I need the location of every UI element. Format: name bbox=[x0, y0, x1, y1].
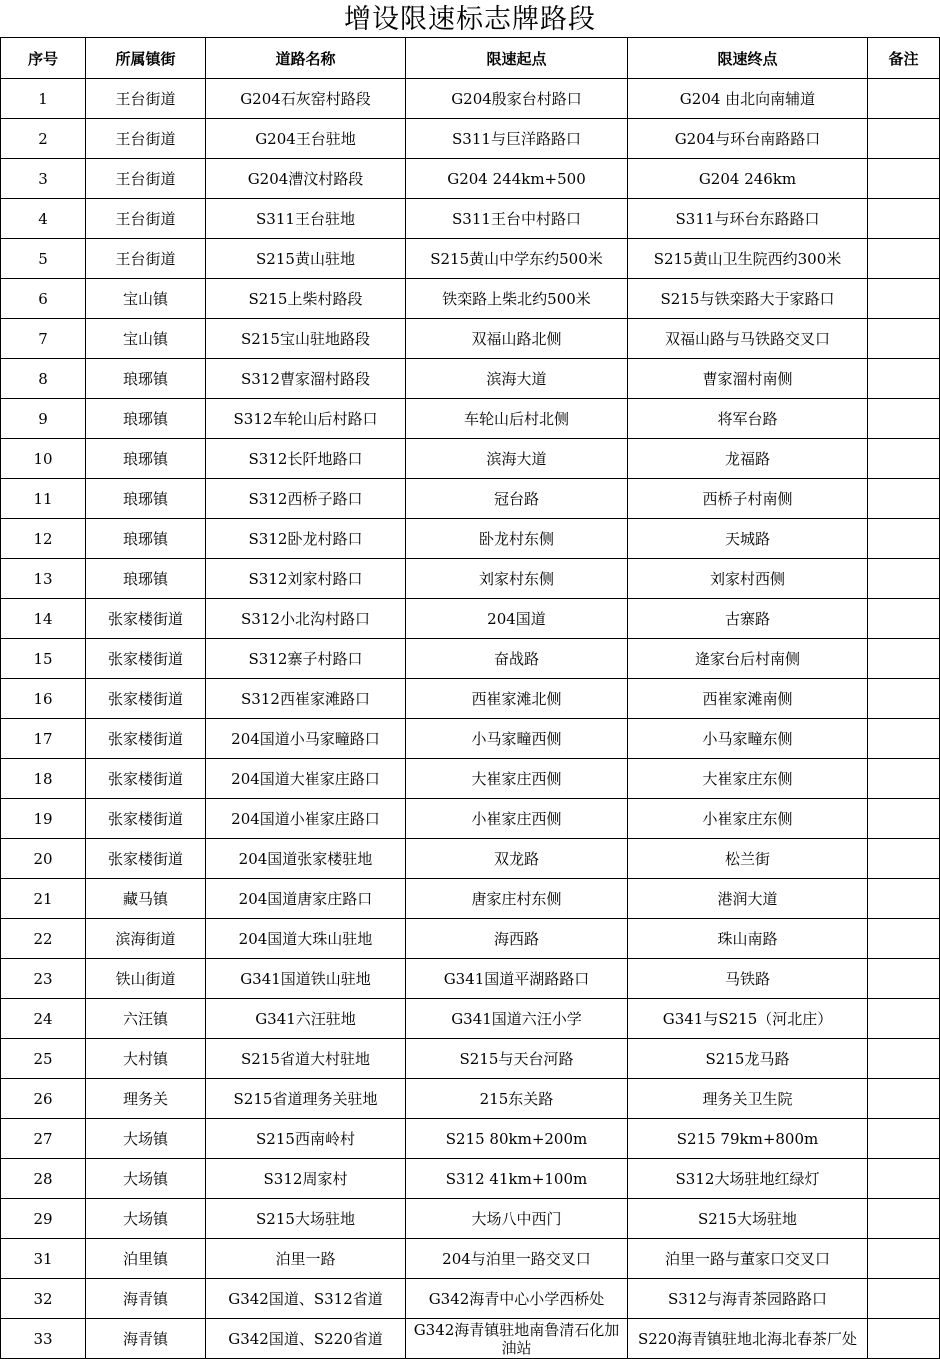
cell-start: 冠台路 bbox=[406, 479, 628, 519]
table-row bbox=[1, 519, 940, 559]
header-road-name: 道路名称 bbox=[206, 38, 406, 79]
cell-start: S311与巨洋路路口 bbox=[406, 119, 628, 159]
table-row bbox=[1, 759, 940, 799]
cell-end: 逄家台后村南侧 bbox=[628, 639, 868, 679]
cell-index: 19 bbox=[1, 799, 86, 839]
table-row bbox=[1, 599, 940, 639]
cell-index: 8 bbox=[1, 359, 86, 399]
table-row bbox=[1, 199, 940, 239]
cell-town: 琅琊镇 bbox=[86, 439, 206, 479]
speed-limit-table bbox=[0, 37, 940, 1359]
table-row bbox=[1, 399, 940, 439]
cell-road-name: 泊里一路 bbox=[206, 1239, 406, 1279]
cell-start: S312 41km+100m bbox=[406, 1159, 628, 1199]
cell-remarks bbox=[868, 159, 940, 199]
cell-remarks bbox=[868, 1039, 940, 1079]
cell-town: 张家楼街道 bbox=[86, 839, 206, 879]
table-row bbox=[1, 319, 940, 359]
cell-index: 11 bbox=[1, 479, 86, 519]
cell-remarks bbox=[868, 799, 940, 839]
cell-town: 王台街道 bbox=[86, 159, 206, 199]
cell-remarks bbox=[868, 1199, 940, 1239]
cell-end: 小马家疃东侧 bbox=[628, 719, 868, 759]
cell-end: 刘家村西侧 bbox=[628, 559, 868, 599]
cell-road-name: S215省道大村驻地 bbox=[206, 1039, 406, 1079]
cell-end: G204与环台南路路口 bbox=[628, 119, 868, 159]
cell-remarks bbox=[868, 679, 940, 719]
cell-road-name: G342国道、S220省道 bbox=[206, 1319, 406, 1359]
cell-index: 23 bbox=[1, 959, 86, 999]
table-row bbox=[1, 159, 940, 199]
cell-index: 16 bbox=[1, 679, 86, 719]
cell-remarks bbox=[868, 519, 940, 559]
cell-start: S215 80km+200m bbox=[406, 1119, 628, 1159]
cell-index: 32 bbox=[1, 1279, 86, 1319]
cell-road-name: S215大场驻地 bbox=[206, 1199, 406, 1239]
cell-index: 31 bbox=[1, 1239, 86, 1279]
cell-index: 26 bbox=[1, 1079, 86, 1119]
table-row bbox=[1, 1159, 940, 1199]
cell-index: 28 bbox=[1, 1159, 86, 1199]
table-row bbox=[1, 279, 940, 319]
cell-road-name: G341国道铁山驻地 bbox=[206, 959, 406, 999]
cell-road-name: 204国道大珠山驻地 bbox=[206, 919, 406, 959]
cell-index: 2 bbox=[1, 119, 86, 159]
cell-road-name: G204漕汶村路段 bbox=[206, 159, 406, 199]
cell-start: G342海青镇驻地南鲁清石化加油站 bbox=[406, 1319, 628, 1359]
cell-index: 1 bbox=[1, 79, 86, 119]
cell-road-name: S312刘家村路口 bbox=[206, 559, 406, 599]
cell-remarks bbox=[868, 1279, 940, 1319]
cell-road-name: 204国道小崔家庄路口 bbox=[206, 799, 406, 839]
table-row bbox=[1, 839, 940, 879]
table-row bbox=[1, 439, 940, 479]
cell-end: 大崔家庄东侧 bbox=[628, 759, 868, 799]
cell-end: 双福山路与马铁路交叉口 bbox=[628, 319, 868, 359]
cell-end: 西桥子村南侧 bbox=[628, 479, 868, 519]
table-row bbox=[1, 1039, 940, 1079]
cell-end: S215龙马路 bbox=[628, 1039, 868, 1079]
cell-index: 18 bbox=[1, 759, 86, 799]
cell-remarks bbox=[868, 999, 940, 1039]
cell-start: G341国道六汪小学 bbox=[406, 999, 628, 1039]
cell-town: 王台街道 bbox=[86, 119, 206, 159]
cell-start: 海西路 bbox=[406, 919, 628, 959]
cell-town: 滨海街道 bbox=[86, 919, 206, 959]
cell-remarks bbox=[868, 759, 940, 799]
cell-remarks bbox=[868, 119, 940, 159]
header-town: 所属镇街 bbox=[86, 38, 206, 79]
cell-end: 马铁路 bbox=[628, 959, 868, 999]
cell-end: S311与环台东路路口 bbox=[628, 199, 868, 239]
cell-start: 大场八中西门 bbox=[406, 1199, 628, 1239]
cell-road-name: S312卧龙村路口 bbox=[206, 519, 406, 559]
cell-road-name: S312西桥子路口 bbox=[206, 479, 406, 519]
table-row bbox=[1, 119, 940, 159]
header-index: 序号 bbox=[1, 38, 86, 79]
table-row bbox=[1, 1199, 940, 1239]
cell-remarks bbox=[868, 559, 940, 599]
cell-index: 21 bbox=[1, 879, 86, 919]
cell-road-name: 204国道小马家疃路口 bbox=[206, 719, 406, 759]
cell-index: 5 bbox=[1, 239, 86, 279]
cell-start: 小马家疃西侧 bbox=[406, 719, 628, 759]
table-row bbox=[1, 359, 940, 399]
cell-remarks bbox=[868, 959, 940, 999]
cell-remarks bbox=[868, 479, 940, 519]
cell-town: 大场镇 bbox=[86, 1199, 206, 1239]
cell-road-name: G204石灰窑村路段 bbox=[206, 79, 406, 119]
cell-remarks bbox=[868, 319, 940, 359]
cell-road-name: S312周家村 bbox=[206, 1159, 406, 1199]
cell-index: 29 bbox=[1, 1199, 86, 1239]
cell-remarks bbox=[868, 359, 940, 399]
cell-start: S215与天台河路 bbox=[406, 1039, 628, 1079]
cell-end: 天城路 bbox=[628, 519, 868, 559]
table-row bbox=[1, 1239, 940, 1279]
cell-town: 琅琊镇 bbox=[86, 359, 206, 399]
cell-town: 王台街道 bbox=[86, 239, 206, 279]
cell-end: 理务关卫生院 bbox=[628, 1079, 868, 1119]
cell-town: 张家楼街道 bbox=[86, 679, 206, 719]
cell-index: 33 bbox=[1, 1319, 86, 1359]
cell-end: G204 246km bbox=[628, 159, 868, 199]
cell-road-name: S312寨子村路口 bbox=[206, 639, 406, 679]
cell-index: 17 bbox=[1, 719, 86, 759]
cell-end: 珠山南路 bbox=[628, 919, 868, 959]
cell-end: S312大场驻地红绿灯 bbox=[628, 1159, 868, 1199]
cell-remarks bbox=[868, 919, 940, 959]
cell-end: S215 79km+800m bbox=[628, 1119, 868, 1159]
header-remarks: 备注 bbox=[868, 38, 940, 79]
table-row bbox=[1, 799, 940, 839]
cell-end: G341与S215（河北庄） bbox=[628, 999, 868, 1039]
cell-start: 215东关路 bbox=[406, 1079, 628, 1119]
cell-road-name: S312小北沟村路口 bbox=[206, 599, 406, 639]
cell-start: 204国道 bbox=[406, 599, 628, 639]
cell-road-name: S215黄山驻地 bbox=[206, 239, 406, 279]
cell-end: S215黄山卫生院西约300米 bbox=[628, 239, 868, 279]
cell-end: 曹家溜村南侧 bbox=[628, 359, 868, 399]
cell-town: 大村镇 bbox=[86, 1039, 206, 1079]
cell-town: 张家楼街道 bbox=[86, 759, 206, 799]
cell-town: 王台街道 bbox=[86, 79, 206, 119]
cell-remarks bbox=[868, 439, 940, 479]
cell-remarks bbox=[868, 879, 940, 919]
cell-town: 大场镇 bbox=[86, 1119, 206, 1159]
table-header-row bbox=[1, 38, 940, 79]
cell-road-name: S311王台驻地 bbox=[206, 199, 406, 239]
cell-remarks bbox=[868, 639, 940, 679]
header-start: 限速起点 bbox=[406, 38, 628, 79]
cell-road-name: S312车轮山后村路口 bbox=[206, 399, 406, 439]
cell-town: 藏马镇 bbox=[86, 879, 206, 919]
cell-town: 海青镇 bbox=[86, 1319, 206, 1359]
table-row bbox=[1, 239, 940, 279]
cell-start: 双龙路 bbox=[406, 839, 628, 879]
table-row bbox=[1, 919, 940, 959]
cell-town: 张家楼街道 bbox=[86, 719, 206, 759]
cell-start: 卧龙村东侧 bbox=[406, 519, 628, 559]
cell-start: 西崔家滩北侧 bbox=[406, 679, 628, 719]
cell-end: S312与海青茶园路路口 bbox=[628, 1279, 868, 1319]
cell-index: 7 bbox=[1, 319, 86, 359]
cell-remarks bbox=[868, 199, 940, 239]
cell-town: 海青镇 bbox=[86, 1279, 206, 1319]
cell-town: 张家楼街道 bbox=[86, 799, 206, 839]
table-row bbox=[1, 1119, 940, 1159]
table-row bbox=[1, 79, 940, 119]
cell-index: 27 bbox=[1, 1119, 86, 1159]
cell-road-name: S312长阡地路口 bbox=[206, 439, 406, 479]
table-body bbox=[1, 79, 940, 1359]
table-row bbox=[1, 479, 940, 519]
cell-start: G342海青中心小学西桥处 bbox=[406, 1279, 628, 1319]
cell-start: 滨海大道 bbox=[406, 359, 628, 399]
table-row bbox=[1, 879, 940, 919]
cell-town: 王台街道 bbox=[86, 199, 206, 239]
cell-remarks bbox=[868, 1159, 940, 1199]
cell-end: 小崔家庄东侧 bbox=[628, 799, 868, 839]
cell-index: 24 bbox=[1, 999, 86, 1039]
cell-town: 琅琊镇 bbox=[86, 519, 206, 559]
table-row bbox=[1, 639, 940, 679]
cell-road-name: S312西崔家滩路口 bbox=[206, 679, 406, 719]
cell-town: 琅琊镇 bbox=[86, 559, 206, 599]
table-row bbox=[1, 1079, 940, 1119]
cell-town: 大场镇 bbox=[86, 1159, 206, 1199]
cell-end: 港润大道 bbox=[628, 879, 868, 919]
table-row bbox=[1, 1279, 940, 1319]
cell-start: S215黄山中学东约500米 bbox=[406, 239, 628, 279]
cell-index: 20 bbox=[1, 839, 86, 879]
cell-start: 滨海大道 bbox=[406, 439, 628, 479]
cell-end: 古寨路 bbox=[628, 599, 868, 639]
cell-index: 3 bbox=[1, 159, 86, 199]
table-row bbox=[1, 719, 940, 759]
cell-road-name: S312曹家溜村路段 bbox=[206, 359, 406, 399]
table-row bbox=[1, 1319, 940, 1359]
cell-start: 小崔家庄西侧 bbox=[406, 799, 628, 839]
cell-road-name: G342国道、S312省道 bbox=[206, 1279, 406, 1319]
cell-start: G204 244km+500 bbox=[406, 159, 628, 199]
cell-town: 理务关 bbox=[86, 1079, 206, 1119]
cell-remarks bbox=[868, 239, 940, 279]
cell-start: G204殷家台村路口 bbox=[406, 79, 628, 119]
cell-road-name: S215省道理务关驻地 bbox=[206, 1079, 406, 1119]
cell-index: 9 bbox=[1, 399, 86, 439]
cell-start: 刘家村东侧 bbox=[406, 559, 628, 599]
cell-index: 13 bbox=[1, 559, 86, 599]
table-row bbox=[1, 999, 940, 1039]
cell-road-name: 204国道大崔家庄路口 bbox=[206, 759, 406, 799]
cell-road-name: S215宝山驻地路段 bbox=[206, 319, 406, 359]
cell-remarks bbox=[868, 1119, 940, 1159]
cell-remarks bbox=[868, 839, 940, 879]
cell-end: 松兰街 bbox=[628, 839, 868, 879]
cell-end: 泊里一路与董家口交叉口 bbox=[628, 1239, 868, 1279]
cell-town: 宝山镇 bbox=[86, 279, 206, 319]
cell-start: 204与泊里一路交叉口 bbox=[406, 1239, 628, 1279]
cell-road-name: S215上柴村路段 bbox=[206, 279, 406, 319]
cell-town: 铁山街道 bbox=[86, 959, 206, 999]
cell-town: 宝山镇 bbox=[86, 319, 206, 359]
cell-end: S215与铁栾路大于家路口 bbox=[628, 279, 868, 319]
cell-index: 15 bbox=[1, 639, 86, 679]
cell-start: S311王台中村路口 bbox=[406, 199, 628, 239]
cell-end: 将军台路 bbox=[628, 399, 868, 439]
cell-town: 六汪镇 bbox=[86, 999, 206, 1039]
cell-remarks bbox=[868, 1079, 940, 1119]
header-end: 限速终点 bbox=[628, 38, 868, 79]
cell-index: 12 bbox=[1, 519, 86, 559]
cell-town: 泊里镇 bbox=[86, 1239, 206, 1279]
cell-remarks bbox=[868, 79, 940, 119]
cell-index: 25 bbox=[1, 1039, 86, 1079]
cell-start: 车轮山后村北侧 bbox=[406, 399, 628, 439]
cell-end: 龙福路 bbox=[628, 439, 868, 479]
cell-index: 14 bbox=[1, 599, 86, 639]
cell-road-name: S215西南岭村 bbox=[206, 1119, 406, 1159]
cell-remarks bbox=[868, 279, 940, 319]
page-title: 增设限速标志牌路段 bbox=[344, 4, 596, 35]
table-row bbox=[1, 959, 940, 999]
cell-road-name: 204国道唐家庄路口 bbox=[206, 879, 406, 919]
cell-town: 琅琊镇 bbox=[86, 399, 206, 439]
cell-index: 4 bbox=[1, 199, 86, 239]
cell-start: 双福山路北侧 bbox=[406, 319, 628, 359]
cell-road-name: G341六汪驻地 bbox=[206, 999, 406, 1039]
cell-remarks bbox=[868, 1239, 940, 1279]
cell-road-name: G204王台驻地 bbox=[206, 119, 406, 159]
cell-remarks bbox=[868, 1319, 940, 1359]
cell-town: 张家楼街道 bbox=[86, 599, 206, 639]
cell-start: 唐家庄村东侧 bbox=[406, 879, 628, 919]
cell-end: S215大场驻地 bbox=[628, 1199, 868, 1239]
cell-index: 22 bbox=[1, 919, 86, 959]
cell-start: 大崔家庄西侧 bbox=[406, 759, 628, 799]
cell-town: 琅琊镇 bbox=[86, 479, 206, 519]
cell-remarks bbox=[868, 599, 940, 639]
cell-end: 西崔家滩南侧 bbox=[628, 679, 868, 719]
cell-end: G204 由北向南辅道 bbox=[628, 79, 868, 119]
cell-remarks bbox=[868, 719, 940, 759]
cell-town: 张家楼街道 bbox=[86, 639, 206, 679]
cell-end: S220海青镇驻地北海北春茶厂处 bbox=[628, 1319, 868, 1359]
cell-start: G341国道平湖路路口 bbox=[406, 959, 628, 999]
cell-road-name: 204国道张家楼驻地 bbox=[206, 839, 406, 879]
cell-index: 6 bbox=[1, 279, 86, 319]
cell-start: 奋战路 bbox=[406, 639, 628, 679]
table-row bbox=[1, 679, 940, 719]
table-row bbox=[1, 559, 940, 599]
cell-index: 10 bbox=[1, 439, 86, 479]
cell-start: 铁栾路上柴北约500米 bbox=[406, 279, 628, 319]
cell-remarks bbox=[868, 399, 940, 439]
